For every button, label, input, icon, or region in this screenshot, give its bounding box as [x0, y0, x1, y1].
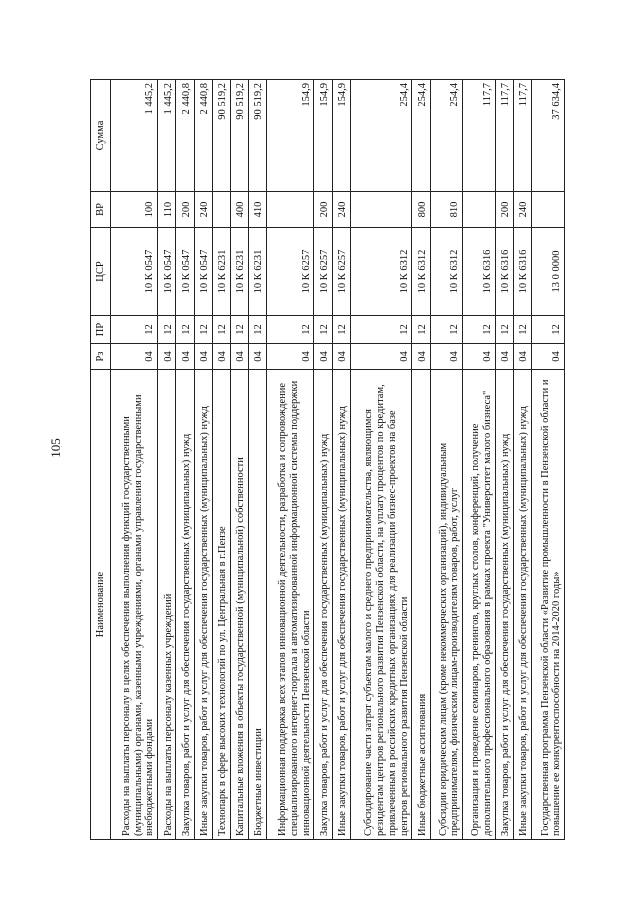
- cell-csr: 10 К 6316: [513, 228, 531, 316]
- cell-rz: 04: [212, 344, 230, 370]
- table-row: [158, 80, 176, 840]
- cell-vr: 110: [158, 192, 176, 228]
- cell-pr: 12: [332, 316, 350, 344]
- cell-rz: 04: [513, 344, 531, 370]
- cell-rz: 04: [412, 344, 430, 370]
- cell-rz: 04: [158, 344, 176, 370]
- table-row: [495, 80, 513, 840]
- cell-pr: 12: [463, 316, 496, 344]
- cell-rz: 04: [463, 344, 496, 370]
- cell-sum: 254,4: [430, 80, 463, 192]
- cell-pr: 12: [314, 316, 332, 344]
- table-row: [513, 80, 531, 840]
- cell-csr: 10 К 6316: [495, 228, 513, 316]
- cell-sum: 117,7: [495, 80, 513, 192]
- cell-pr: 12: [111, 316, 158, 344]
- cell-pr: 12: [350, 316, 412, 344]
- cell-sum: 37 634,4: [532, 80, 565, 192]
- table-row: [463, 80, 496, 840]
- cell-csr: 10 К 6231: [212, 228, 230, 316]
- cell-name: Государственная программа Пензенской области «Развитие промышленности в Пензенской области и повышение ее конкурентоспособности на 2014-2020 годы»: [532, 370, 565, 840]
- cell-sum: 154,9: [314, 80, 332, 192]
- cell-vr: 200: [176, 192, 194, 228]
- cell-csr: 10 К 6257: [267, 228, 314, 316]
- cell-name: Субсидирование части затрат субъектам малого и среднего предпринимательства, являющимся резидентам центров регионального развития Пензенской области, на уплату процентов по кредитам, привлеченным в российских кредитных организациях для реализации бизнес-проектов на базе центров регионального развития Пензенской области: [350, 370, 412, 840]
- cell-csr: 10 К 6312: [350, 228, 412, 316]
- cell-rz: 04: [532, 344, 565, 370]
- cell-vr: 240: [513, 192, 531, 228]
- cell-sum: 90 519,2: [230, 80, 248, 192]
- table-row: [212, 80, 230, 840]
- cell-pr: 12: [267, 316, 314, 344]
- cell-sum: 117,7: [513, 80, 531, 192]
- cell-name: Иные закупки товаров, работ и услуг для обеспечения государственных (муниципальных) нужд: [332, 370, 350, 840]
- cell-vr: 810: [430, 192, 463, 228]
- cell-name: Информационная поддержка всех этапов инновационной деятельности, разработка и сопровождение специализированного интернет-портала и автоматизированной информационной системы поддержки инновационной деятельности Пензенской области: [267, 370, 314, 840]
- cell-name: Закупка товаров, работ и услуг для обеспечения государственных (муниципальных) нужд: [176, 370, 194, 840]
- cell-vr: 410: [249, 192, 267, 228]
- cell-sum: 254,4: [350, 80, 412, 192]
- cell-pr: 12: [513, 316, 531, 344]
- cell-csr: 10 К 6257: [332, 228, 350, 316]
- table-body: [111, 80, 565, 840]
- rotated-table-wrapper: [90, 80, 565, 840]
- cell-rz: 04: [314, 344, 332, 370]
- cell-vr: [350, 192, 412, 228]
- cell-name: Иные закупки товаров, работ и услуг для обеспечения государственных (муниципальных) нужд: [513, 370, 531, 840]
- table-row: [230, 80, 248, 840]
- cell-pr: 12: [230, 316, 248, 344]
- table-row: [194, 80, 212, 840]
- table-row: [267, 80, 314, 840]
- header-name: Наименование: [91, 370, 111, 840]
- cell-pr: 12: [194, 316, 212, 344]
- cell-name: Иные бюджетные ассигнования: [412, 370, 430, 840]
- cell-vr: [532, 192, 565, 228]
- cell-vr: 200: [314, 192, 332, 228]
- cell-rz: 04: [495, 344, 513, 370]
- cell-vr: 240: [194, 192, 212, 228]
- cell-pr: 12: [212, 316, 230, 344]
- cell-csr: 10 К 0547: [176, 228, 194, 316]
- cell-vr: 100: [111, 192, 158, 228]
- cell-name: Организация и проведение семинаров, тренингов, круглых столов, конференций, получение дополнительного профессионального образования в рамках проекта "Университет малого бизнеса": [463, 370, 496, 840]
- cell-csr: 10 К 6257: [314, 228, 332, 316]
- cell-name: Иные закупки товаров, работ и услуг для обеспечения государственных (муниципальных) нужд: [194, 370, 212, 840]
- header-sum: Сумма: [91, 80, 111, 192]
- cell-csr: 10 К 0547: [158, 228, 176, 316]
- cell-sum: 154,9: [332, 80, 350, 192]
- table-row: [532, 80, 565, 840]
- cell-rz: 04: [332, 344, 350, 370]
- cell-rz: 04: [230, 344, 248, 370]
- cell-rz: 04: [430, 344, 463, 370]
- cell-pr: 12: [532, 316, 565, 344]
- table-row: [249, 80, 267, 840]
- cell-pr: 12: [430, 316, 463, 344]
- table-row: [430, 80, 463, 840]
- cell-sum: 1 445,2: [111, 80, 158, 192]
- cell-rz: 04: [111, 344, 158, 370]
- table-row: [176, 80, 194, 840]
- cell-vr: 400: [230, 192, 248, 228]
- cell-name: Технопарк в сфере высоких технологий по ул. Центральная в г.Пензе: [212, 370, 230, 840]
- cell-csr: 10 К 6231: [230, 228, 248, 316]
- cell-sum: 2 440,8: [176, 80, 194, 192]
- cell-pr: 12: [249, 316, 267, 344]
- page-number: 105: [48, 438, 63, 458]
- cell-name: Бюджетные инвестиции: [249, 370, 267, 840]
- cell-name: Капитальные вложения в объекты государственной (муниципальной) собственности: [230, 370, 248, 840]
- table-row: [332, 80, 350, 840]
- header-vr: ВР: [91, 192, 111, 228]
- cell-name: Расходы на выплаты персоналу казенных учреждений: [158, 370, 176, 840]
- cell-rz: 04: [194, 344, 212, 370]
- table-row: [314, 80, 332, 840]
- cell-csr: 10 К 0547: [194, 228, 212, 316]
- cell-rz: 04: [267, 344, 314, 370]
- cell-name: Субсидии юридическим лицам (кроме некоммерческих организаций), индивидуальным предпринимателям, физическим лицам-производителям товаров, работ, услуг: [430, 370, 463, 840]
- cell-sum: 90 519,2: [212, 80, 230, 192]
- cell-sum: 1 445,2: [158, 80, 176, 192]
- cell-name: Закупка товаров, работ и услуг для обеспечения государственных (муниципальных) нужд: [495, 370, 513, 840]
- budget-table: [90, 79, 565, 840]
- cell-pr: 12: [412, 316, 430, 344]
- header-pr: ПР: [91, 316, 111, 344]
- header-rz: Рз: [91, 344, 111, 370]
- cell-csr: 10 К 6312: [412, 228, 430, 316]
- cell-vr: [463, 192, 496, 228]
- cell-csr: 13 0 0000: [532, 228, 565, 316]
- cell-sum: 2 440,8: [194, 80, 212, 192]
- table-row: [111, 80, 158, 840]
- cell-vr: [212, 192, 230, 228]
- cell-rz: 04: [176, 344, 194, 370]
- cell-name: Расходы на выплаты персоналу в целях обеспечения выполнения функций государственными (муниципальными) органами, казенными учреждениями, органами управления государственными внебюджетными фондами: [111, 370, 158, 840]
- cell-pr: 12: [495, 316, 513, 344]
- table-header-row: [91, 80, 111, 840]
- cell-rz: 04: [350, 344, 412, 370]
- cell-rz: 04: [249, 344, 267, 370]
- cell-sum: 90 519,2: [249, 80, 267, 192]
- cell-sum: 254,4: [412, 80, 430, 192]
- header-csr: ЦСР: [91, 228, 111, 316]
- cell-vr: 800: [412, 192, 430, 228]
- cell-sum: 154,9: [267, 80, 314, 192]
- table-row: [350, 80, 412, 840]
- cell-vr: [267, 192, 314, 228]
- cell-pr: 12: [176, 316, 194, 344]
- cell-vr: 240: [332, 192, 350, 228]
- cell-pr: 12: [158, 316, 176, 344]
- cell-name: Закупка товаров, работ и услуг для обеспечения государственных (муниципальных) нужд: [314, 370, 332, 840]
- cell-csr: 10 К 6231: [249, 228, 267, 316]
- cell-csr: 10 К 6312: [430, 228, 463, 316]
- table-row: [412, 80, 430, 840]
- cell-vr: 200: [495, 192, 513, 228]
- cell-csr: 10 К 6316: [463, 228, 496, 316]
- cell-sum: 117,7: [463, 80, 496, 192]
- cell-csr: 10 К 0547: [111, 228, 158, 316]
